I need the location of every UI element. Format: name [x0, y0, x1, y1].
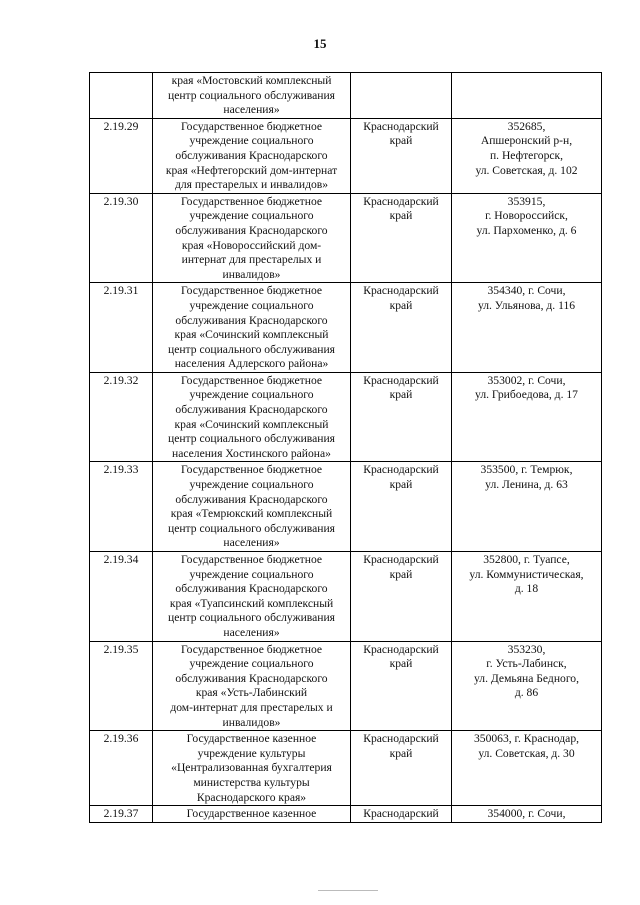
address-cell	[452, 193, 602, 283]
address-line: 350063, г. Краснодар,	[473, 732, 580, 746]
name-line: Государственное бюджетное	[180, 642, 323, 656]
name-line: края «Сочинский комплексный	[174, 328, 329, 342]
name-line: инвалидов»	[222, 715, 281, 729]
table-row	[90, 462, 602, 552]
row-number-cell: 2.19.31	[90, 283, 153, 373]
table-row	[90, 372, 602, 462]
name-line: «Централизованная бухгалтерия	[171, 761, 332, 775]
region-line: край	[389, 567, 413, 581]
region-cell	[351, 731, 452, 806]
region-cell	[351, 193, 452, 283]
name-line: края «Усть-Лабинский	[195, 686, 308, 700]
region-cell	[351, 73, 452, 119]
address-cell	[452, 462, 602, 552]
organization-name-cell	[153, 372, 351, 462]
address-line: ул. Грибоедова, д. 17	[475, 388, 578, 402]
name-line: обслуживания Краснодарского	[175, 671, 328, 685]
address-line: 354340, г. Сочи,	[487, 284, 566, 298]
address-line: 354000, г. Сочи,	[487, 807, 566, 821]
address-line: г. Усть-Лабинск,	[486, 657, 567, 671]
name-line: учреждение культуры	[197, 746, 306, 760]
row-number-cell: 2.19.32	[90, 372, 153, 462]
organization-name-cell	[153, 193, 351, 283]
row-number-cell: 2.19.33	[90, 462, 153, 552]
address-line: д. 86	[514, 686, 539, 700]
name-line: центр социального обслуживания	[168, 611, 335, 625]
region-line: Краснодарский	[363, 732, 439, 746]
name-line: населения Адлерского района»	[174, 357, 329, 371]
address-line: г. Новороссийск,	[485, 209, 568, 223]
name-line: обслуживания Краснодарского	[175, 223, 328, 237]
name-line: края «Нефтегорский дом-интернат	[165, 163, 338, 177]
organization-name-cell	[153, 641, 351, 731]
address-line: ул. Советская, д. 102	[475, 163, 578, 177]
organization-name-cell	[153, 731, 351, 806]
address-line: д. 18	[514, 582, 539, 596]
address-cell	[452, 283, 602, 373]
name-line: края «Туапсинский комплексный	[169, 596, 334, 610]
name-line: Государственное бюджетное	[180, 373, 323, 387]
region-line: Краснодарский	[363, 463, 439, 477]
name-line: интернат для престарелых и	[181, 253, 322, 267]
organization-name-cell	[153, 552, 351, 642]
scan-mark	[318, 890, 378, 891]
row-number-cell: 2.19.36	[90, 731, 153, 806]
name-line: для престарелых и инвалидов»	[174, 178, 329, 192]
address-cell	[452, 118, 602, 193]
name-line: обслуживания Краснодарского	[175, 492, 328, 506]
address-line: Апшеронский р-н,	[480, 134, 573, 148]
name-line: края «Сочинский комплексный	[174, 417, 329, 431]
table-row	[90, 283, 602, 373]
table-row	[90, 806, 602, 823]
name-line: Краснодарского края»	[196, 790, 307, 804]
organization-name-cell	[153, 283, 351, 373]
name-line: края «Новороссийский дом-	[181, 238, 322, 252]
region-line: край	[389, 478, 413, 492]
table-row	[90, 641, 602, 731]
region-line: Краснодарский	[363, 642, 439, 656]
row-number-cell	[90, 73, 153, 119]
address-line: ул. Коммунистическая,	[469, 567, 584, 581]
name-line: дом-интернат для престарелых и	[170, 700, 333, 714]
name-line: центр социального обслуживания	[168, 88, 335, 102]
address-cell	[452, 552, 602, 642]
address-line: 352685,	[507, 119, 546, 133]
address-line: ул. Ленина, д. 63	[485, 478, 568, 492]
organizations-table	[89, 72, 602, 823]
region-line: Краснодарский	[363, 807, 439, 821]
address-line: 352800, г. Туапсе,	[483, 553, 570, 566]
table-row	[90, 552, 602, 642]
address-line: 353230,	[507, 642, 546, 656]
address-cell	[452, 73, 602, 119]
name-line: учреждение социального	[189, 478, 314, 492]
table-row	[90, 118, 602, 193]
region-cell	[351, 806, 452, 823]
address-line: 353500, г. Темрюк,	[480, 463, 573, 477]
name-line: учреждение социального	[189, 388, 314, 402]
name-line: центр социального обслуживания	[168, 432, 335, 446]
name-line: Государственное бюджетное	[180, 194, 323, 208]
name-line: Государственное бюджетное	[180, 463, 323, 477]
name-line: населения»	[223, 625, 280, 639]
region-cell	[351, 283, 452, 373]
organization-name-cell	[153, 73, 351, 119]
region-cell	[351, 641, 452, 731]
name-line: центр социального обслуживания	[168, 521, 335, 535]
organization-name-cell	[153, 462, 351, 552]
region-line: Краснодарский	[363, 119, 439, 133]
name-line: учреждение социального	[189, 298, 314, 312]
region-line: край	[389, 209, 413, 223]
organization-name-cell	[153, 118, 351, 193]
name-line: обслуживания Краснодарского	[175, 582, 328, 596]
region-line: край	[389, 298, 413, 312]
table-row	[90, 731, 602, 806]
name-line: обслуживания Краснодарского	[175, 313, 328, 327]
organization-name-cell	[153, 806, 351, 823]
name-line: населения Хостинского района»	[172, 446, 331, 460]
table-body	[90, 73, 602, 823]
address-cell	[452, 641, 602, 731]
row-number-cell: 2.19.29	[90, 118, 153, 193]
name-line: обслуживания Краснодарского	[175, 403, 328, 417]
table-row	[90, 73, 602, 119]
name-line: края «Мостовский комплексный	[171, 74, 332, 87]
region-line: Краснодарский	[363, 284, 439, 298]
address-cell	[452, 806, 602, 823]
name-line: центр социального обслуживания	[168, 342, 335, 356]
name-line: населения»	[223, 536, 280, 550]
region-line: Краснодарский	[363, 553, 439, 566]
name-line: учреждение социального	[189, 567, 314, 581]
name-line: учреждение социального	[189, 657, 314, 671]
address-line: ул. Демьяна Бедного,	[474, 671, 579, 685]
address-line: ул. Пархоменко, д. 6	[476, 223, 577, 237]
region-line: край	[389, 388, 413, 402]
row-number-cell: 2.19.34	[90, 552, 153, 642]
name-line: Государственное бюджетное	[180, 284, 323, 298]
region-line: край	[389, 746, 413, 760]
region-cell	[351, 118, 452, 193]
name-line: Государственное бюджетное	[180, 553, 323, 566]
region-line: край	[389, 134, 413, 148]
region-cell	[351, 552, 452, 642]
region-line: край	[389, 657, 413, 671]
address-line: п. Нефтегорск,	[489, 148, 564, 162]
name-line: края «Темрюкский комплексный	[170, 507, 333, 521]
row-number-cell: 2.19.35	[90, 641, 153, 731]
address-line: 353915,	[507, 194, 546, 208]
name-line: Государственное казенное	[186, 732, 317, 746]
row-number-cell: 2.19.37	[90, 806, 153, 823]
name-line: обслуживания Краснодарского	[175, 148, 328, 162]
address-line: ул. Советская, д. 30	[478, 746, 575, 760]
name-line: министерства культуры	[193, 775, 310, 789]
region-cell	[351, 462, 452, 552]
name-line: Государственное казенное	[186, 807, 317, 821]
name-line: учреждение социального	[189, 209, 314, 223]
name-line: Государственное бюджетное	[180, 119, 323, 133]
page-number: 15	[313, 36, 327, 51]
address-line: 353002, г. Сочи,	[487, 373, 566, 387]
row-number-cell: 2.19.30	[90, 193, 153, 283]
table-row	[90, 193, 602, 283]
address-cell	[452, 372, 602, 462]
name-line: населения»	[223, 103, 280, 117]
name-line: инвалидов»	[222, 267, 281, 281]
region-line: Краснодарский	[363, 373, 439, 387]
address-cell	[452, 731, 602, 806]
region-line: Краснодарский	[363, 194, 439, 208]
region-cell	[351, 372, 452, 462]
name-line: учреждение социального	[189, 134, 314, 148]
address-line: ул. Ульянова, д. 116	[477, 298, 576, 312]
